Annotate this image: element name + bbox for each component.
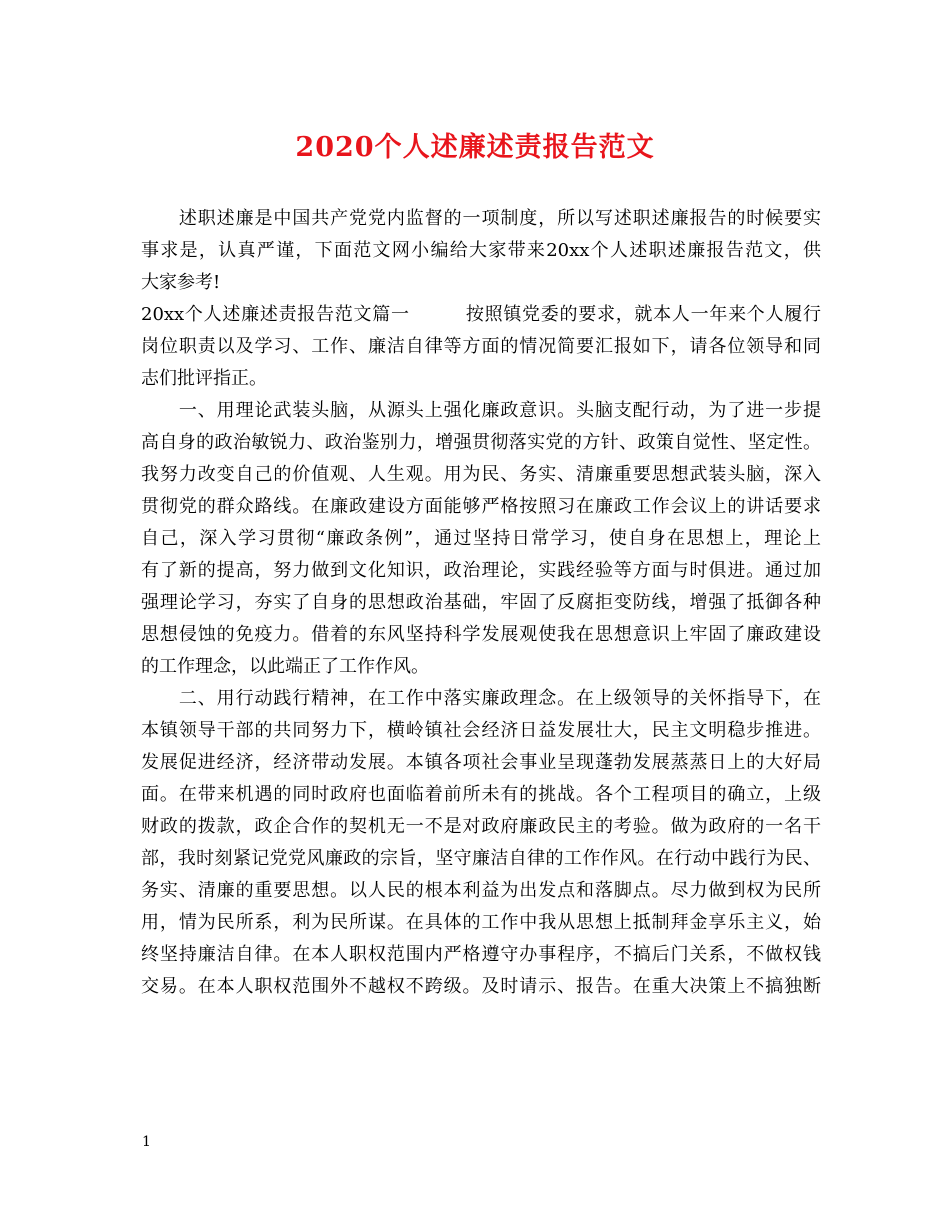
text-line: 一、用理论武装头脑，从源头上强化廉政意识。头脑支配行动，为了进一步提 [141, 400, 821, 421]
document-title: 2020个人述廉述责报告范文 [295, 132, 655, 163]
text-line: 财政的拨款，政企合作的契机无一不是对政府廉政民主的考验。做为政府的一名干 [141, 816, 821, 837]
text-line: 20xx个人述廉述责报告范文篇一 按照镇党委的要求，就本人一年来个人履行 [141, 304, 821, 325]
report-opening-paragraph [141, 299, 821, 395]
text-line: 岗位职责以及学习、工作、廉洁自律等方面的情况简要汇报如下，请各位领导和同 [141, 336, 821, 357]
page-number: 1 [142, 1134, 151, 1150]
text-line: 务实、清廉的重要思想。以人民的根本利益为出发点和落脚点。尽力做到权为民所 [141, 880, 821, 901]
text-line: 思想侵蚀的免疫力。借着的东风坚持科学发展观使我在思想意识上牢固了廉政建设 [141, 624, 821, 645]
text-line: 用，情为民所系，利为民所谋。在具体的工作中我从思想上抵制拜金享乐主义，始 [141, 912, 821, 933]
section-two-paragraph [141, 683, 821, 1003]
text-line: 我努力改变自己的价值观、人生观。用为民、务实、清廉重要思想武装头脑，深入 [141, 464, 821, 485]
text-line: 面。在带来机遇的同时政府也面临着前所未有的挑战。各个工程项目的确立，上级 [141, 784, 821, 805]
text-line: 大家参考! [141, 272, 221, 293]
text-line: 二、用行动践行精神，在工作中落实廉政理念。在上级领导的关怀指导下，在 [141, 688, 821, 709]
text-line: 事求是，认真严谨，下面范文网小编给大家带来20xx个人述职述廉报告范文，供 [141, 240, 821, 261]
text-line: 终坚持廉洁自律。在本人职权范围内严格遵守办事程序，不搞后门关系，不做权钱 [141, 944, 821, 965]
text-line: 自己，深入学习贯彻“廉政条例”，通过坚持日常学习，使自身在思想上，理论上 [141, 528, 821, 549]
intro-paragraph [141, 203, 821, 299]
text-line: 有了新的提高，努力做到文化知识，政治理论，实践经验等方面与时俱进。通过加 [141, 560, 821, 581]
section-one-paragraph [141, 395, 821, 683]
text-line: 贯彻党的群众路线。在廉政建设方面能够严格按照习在廉政工作会议上的讲话要求 [141, 496, 821, 517]
text-line: 部，我时刻紧记党党风廉政的宗旨，坚守廉洁自律的工作作风。在行动中践行为民、 [141, 848, 821, 869]
text-line: 高自身的政治敏锐力、政治鉴别力，增强贯彻落实党的方针、政策自觉性、坚定性。 [141, 432, 821, 453]
text-line: 发展促进经济，经济带动发展。本镇各项社会事业呈现蓬勃发展蒸蒸日上的大好局 [141, 752, 821, 773]
text-line: 本镇领导干部的共同努力下，横岭镇社会经济日益发展壮大，民主文明稳步推进。 [141, 720, 821, 741]
text-line: 交易。在本人职权范围外不越权不跨级。及时请示、报告。在重大决策上不搞独断 [141, 976, 821, 997]
text-line: 述职述廉是中国共产党党内监督的一项制度，所以写述职述廉报告的时候要实 [141, 208, 821, 229]
text-line: 志们批评指正。 [141, 368, 267, 389]
document-body [141, 203, 821, 1003]
text-line: 强理论学习，夯实了自身的思想政治基础，牢固了反腐拒变防线，增强了抵御各种 [141, 592, 821, 613]
text-line: 的工作理念，以此端正了工作作风。 [141, 656, 429, 677]
